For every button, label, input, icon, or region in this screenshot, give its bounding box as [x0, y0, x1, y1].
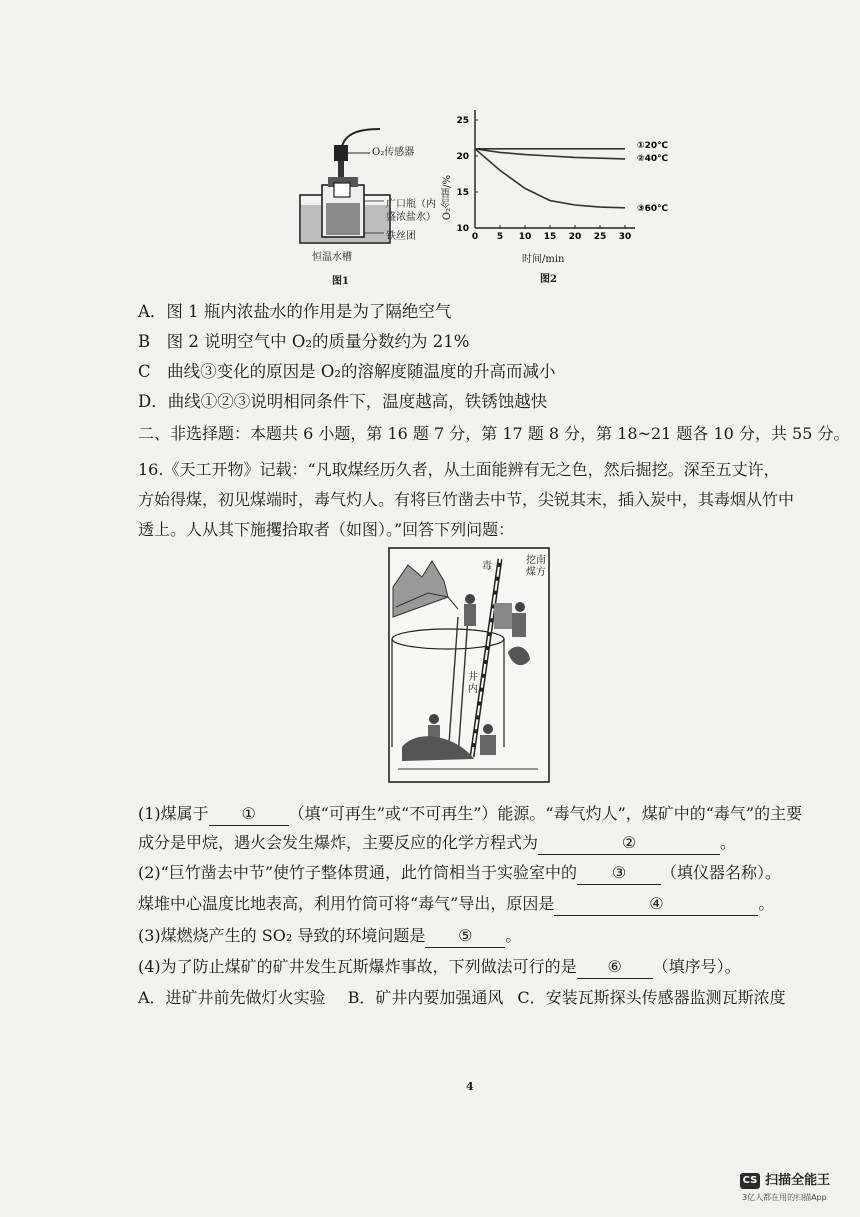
answer-blank-5[interactable]: ⑤ — [425, 925, 505, 948]
series-label: ③60℃ — [637, 203, 669, 214]
q16-part2-reason-prompt: 煤堆中心温度比地表高，利用竹筒可将“毒气”导出，原因是 — [138, 894, 555, 913]
x-tick-label: 30 — [618, 232, 632, 242]
x-tick-label: 15 — [543, 232, 557, 242]
figure-2-chart — [430, 110, 680, 270]
watermark-name: 扫描全能王 — [765, 1173, 831, 1188]
o2-sensor — [334, 145, 348, 161]
img-label-well: 井内 — [468, 672, 478, 695]
answer-blank-1[interactable]: ① — [209, 803, 289, 826]
q16-option-b: B．矿井内要加强通风 — [347, 988, 504, 1007]
x-tick-label: 20 — [568, 232, 582, 242]
series-label: ②40℃ — [637, 154, 669, 165]
q16-part3-prefix: (3)煤燃烧产生的 SO₂ 导致的环境问题是 — [138, 926, 426, 945]
q16-part2-suffix: （填仪器名称）。 — [661, 863, 782, 882]
img-label-top-2: 煤方 — [526, 567, 546, 578]
answer-blank-4[interactable]: ④ — [554, 893, 758, 916]
scanner-watermark — [740, 1168, 830, 1189]
x-tick-label: 5 — [496, 232, 504, 242]
figure-1-caption: 图1 — [332, 276, 349, 287]
answer-blank-2[interactable]: ② — [538, 832, 720, 855]
option-d: D．曲线①②③说明相同条件下，温度越高，铁锈蚀越快 — [138, 392, 548, 411]
q16-part2-prefix: (2)“巨竹凿去中节”使竹子整体贯通，此竹筒相当于实验室中的 — [138, 863, 578, 882]
y-tick-label: 10 — [456, 224, 469, 234]
q16-part4-suffix: （填序号）。 — [652, 957, 741, 976]
q16-option-a: A．进矿井前先做灯火实验 — [138, 988, 326, 1007]
coal-mining-illustration — [388, 547, 550, 783]
q16-part1-line2 — [138, 832, 736, 855]
q16-part2-line2 — [138, 893, 774, 916]
y-tick-label: 15 — [456, 188, 469, 198]
q16-part4-prefix: (4)为了防止煤矿的矿井发生瓦斯爆炸事故，下列做法可行的是 — [138, 957, 577, 976]
series-label: ①20℃ — [637, 141, 669, 152]
option-a: A．图 1 瓶内浓盐水的作用是为了隔绝空气 — [138, 302, 452, 321]
q16-part2-line1 — [138, 862, 781, 885]
answer-blank-3[interactable]: ③ — [577, 862, 661, 885]
img-label-gas: 毒 — [482, 561, 492, 572]
q16-part3 — [138, 925, 521, 948]
figure-2-caption: 图2 — [540, 274, 557, 285]
answer-blank-6[interactable]: ⑥ — [577, 956, 653, 979]
y-tick-label: 20 — [456, 152, 469, 162]
bottle-label-2: 盛浓盐水） — [386, 212, 436, 223]
watermark-tagline: 3亿人都在用的扫描App — [742, 1193, 827, 1202]
x-tick-label: 25 — [593, 232, 607, 242]
q16-part3-end: 。 — [505, 926, 522, 945]
camscanner-logo-icon: CS — [740, 1173, 760, 1189]
option-b: B 图 2 说明空气中 O₂的质量分数约为 21% — [138, 332, 470, 351]
x-tick-label: 0 — [471, 232, 479, 242]
x-tick-label: 10 — [518, 232, 532, 242]
sensor-label: O₂传感器 — [372, 147, 415, 158]
q16-part4 — [138, 956, 741, 979]
q16-part1-prefix: (1)煤属于 — [138, 804, 209, 823]
y-tick-label: 25 — [456, 116, 469, 126]
bath-label: 恒温水槽 — [312, 252, 352, 263]
q16-part1-suffix: （填“可再生”或“不可再生”）能源。“毒气灼人”，煤矿中的“毒气”的主要 — [288, 804, 803, 823]
img-label-top-1: 挖南 — [526, 555, 546, 566]
q16-intro-2: 方始得煤，初见煤端时，毒气灼人。有将巨竹凿去中节，尖锐其末，插入炭中，其毒烟从竹中 — [138, 490, 795, 509]
section-title: 二、非选择题：本题共 6 小题，第 16 题 7 分，第 17 题 8 分，第 18~21 题各 10 分，共 55 分。 — [138, 424, 850, 443]
chart-ylabel: O₂含量/% — [442, 175, 453, 221]
chart-xlabel: 时间/min — [522, 254, 565, 265]
q16-part2-end: 。 — [758, 894, 775, 913]
bottle-label-1: 广口瓶（内 — [386, 199, 436, 210]
option-c: C 曲线③变化的原因是 O₂的溶解度随温度的升高而减小 — [138, 362, 556, 381]
iron-label: 铁丝团 — [386, 231, 416, 242]
q16-part4-options — [138, 987, 786, 1009]
q16-part1-equation-prompt: 成分是甲烷，遇火会发生爆炸，主要反应的化学方程式为 — [138, 833, 539, 852]
q16-option-c: C．安装瓦斯探头传感器监测瓦斯浓度 — [517, 988, 786, 1007]
series-line — [475, 149, 625, 159]
q16-intro-3: 透上。人从其下施攫拾取者（如图）。”回答下列问题： — [138, 520, 515, 539]
page-number: 4 — [466, 1080, 474, 1093]
q16-part1-line1 — [138, 803, 802, 826]
q16-part1-end: 。 — [720, 833, 737, 852]
q16-intro-1: 16.《天工开物》记载：“凡取煤经历久者，从土面能辨有无之色，然后掘挖。深至五丈许， — [138, 460, 780, 479]
